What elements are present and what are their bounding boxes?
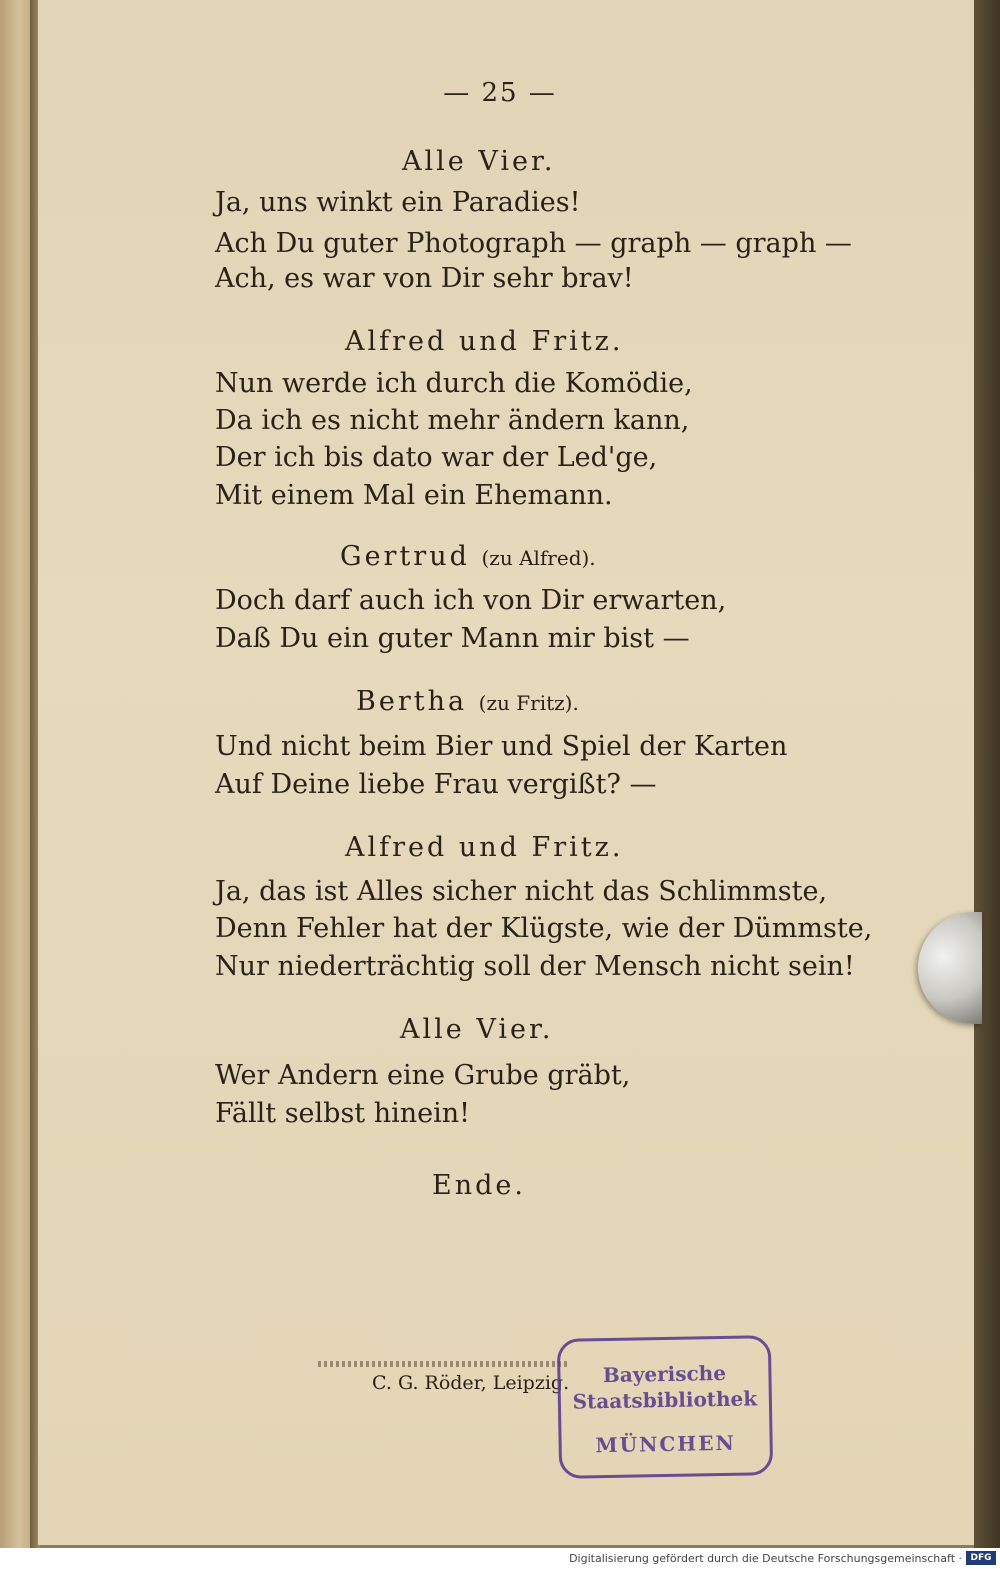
verse-line: Ja, uns winkt ein Paradies! — [215, 187, 581, 218]
right-page-shadow — [974, 0, 1000, 1548]
speaker-heading: Alfred und Fritz. — [345, 326, 624, 357]
verse-line: Mit einem Mal ein Ehemann. — [215, 480, 613, 511]
verse-line: Nun werde ich durch die Komödie, — [215, 368, 693, 399]
digitization-footer — [0, 1548, 1000, 1569]
speaker-name: Bertha — [356, 686, 468, 717]
speaker-heading: Alfred und Fritz. — [345, 832, 624, 863]
stage-direction: (zu Fritz). — [478, 691, 579, 715]
speaker-heading: Alle Vier. — [402, 146, 556, 177]
verse-line: Denn Fehler hat der Klügste, wie der Dümmste, — [215, 913, 873, 944]
verse-line: Ja, das ist Alles sicher nicht das Schlimmste, — [215, 876, 828, 907]
ornamental-rule — [318, 1361, 568, 1367]
page-number: — 25 — — [443, 78, 557, 108]
verse-line: Der ich bis dato war der Led'ge, — [215, 442, 658, 473]
footer-credit: Digitalisierung gefördert durch die Deutsche Forschungsgemeinschaft · — [569, 1552, 962, 1565]
verse-line: Ach Du guter Photograph — graph — graph — — [215, 228, 852, 259]
verse-line: Doch darf auch ich von Dir erwarten, — [215, 585, 727, 616]
ending-label: Ende. — [432, 1170, 526, 1201]
speaker-heading — [340, 541, 596, 572]
dfg-logo-icon: DFG — [966, 1551, 996, 1565]
left-page-edge — [0, 0, 34, 1548]
speaker-heading — [356, 686, 579, 717]
stage-direction: (zu Alfred). — [481, 546, 596, 570]
verse-line: Auf Deine liebe Frau vergißt? — — [215, 769, 657, 800]
verse-line: Da ich es nicht mehr ändern kann, — [215, 405, 690, 436]
printer-imprint: C. G. Röder, Leipzig. — [372, 1372, 570, 1394]
verse-line: Fällt selbst hinein! — [215, 1098, 471, 1129]
verse-line: Ach, es war von Dir sehr brav! — [215, 263, 634, 294]
speaker-name: Gertrud — [340, 541, 470, 572]
verse-line: Wer Andern eine Grube gräbt, — [215, 1060, 631, 1091]
stamp-line: Bayerische — [602, 1360, 727, 1388]
verse-line: Daß Du ein guter Mann mir bist — — [215, 623, 690, 654]
verse-line: Nur niederträchtig soll der Mensch nicht sein! — [215, 951, 855, 982]
stamp-line: Staatsbibliothek — [572, 1386, 758, 1414]
speaker-heading: Alle Vier. — [400, 1014, 554, 1045]
verse-line: Und nicht beim Bier und Spiel der Karten — [215, 731, 788, 762]
stamp-line: MÜNCHEN — [595, 1430, 736, 1458]
library-stamp — [557, 1335, 773, 1479]
